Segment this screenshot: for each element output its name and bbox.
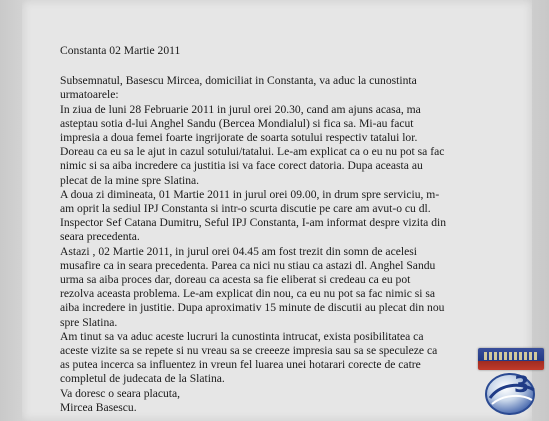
logo-digit: 3 (514, 373, 530, 398)
letter-line: aceste vizite sa se repete si nu vreau sa se creeeze impresia sau sa se speculeze ca (60, 344, 438, 358)
letter-line: urmatoarele: (60, 88, 119, 102)
letter-line: Inspector Sef Catana Dumitru, Seful IPJ Constanta, I-am informat despre vizita din (60, 216, 447, 230)
letter-line: Mircea Basescu. (60, 400, 137, 414)
letter-line: completul de judecata de la Slatina. (60, 372, 225, 386)
letter-line: asteptau sotia d-lui Anghel Sandu (Bercea Mondialul) si fica sa. Mi-au facut (60, 116, 414, 130)
letter-line: In ziua de luni 28 Februarie 2011 in jurul orei 20.30, cand am ajuns acasa, ma (60, 102, 421, 116)
letter-line: plecat de la mine spre Slatina. (60, 173, 200, 187)
letter-line: Am tinut sa va aduc aceste lucruri la cunostinta intrucat, exista posibilitatea ca (60, 329, 424, 343)
letter-line: Doreau ca eu sa le ajut in cazul sotului/tatalui. Le-am explicat ca o eu nu pot sa fac (60, 145, 445, 159)
letter-line: musafire ca in seara precedenta. Parea ca nici nu stiau ca astazi dl. Anghel Sandu (60, 258, 436, 272)
letter-line: aiba incredere in justitie. Dupa aproximativ 15 minute de discutii au plecat din nou (60, 301, 445, 315)
letter-line: Va doresc o seara placuta, (60, 386, 181, 400)
globe-icon (484, 368, 540, 416)
letter-line: seara precedenta. (60, 230, 140, 244)
letter-line: rezolva aceasta problema. Le-am explicat din nou, ca eu nu pot sa fac nimic si sa (60, 287, 436, 301)
date-line: Constanta 02 Martie 2011 (60, 44, 181, 57)
b1-tv-logo-icon (478, 348, 544, 418)
letter-line: Astazi , 02 Martie 2011, in jurul orei 04.45 am fost trezit din somn de acelesi (60, 244, 417, 258)
letter-line: impresia a doua femei foarte ingrijorate de soarta sotului respectiv tatalui lor. (60, 131, 418, 145)
letter-line: am oprit la sediul IPJ Constanta si intr-o scurta discutie pe care am avut-o cu dl. (60, 202, 431, 216)
letter-line: urma sa aiba proces dar, doreau ca acesta sa fie eliberat si credeau ca eu pot (60, 273, 411, 287)
letter-line: as putea incerca sa influentez in vreun fel luarea unei hotarari corecte de catre (60, 358, 421, 372)
letter-line: A doua zi dimineata, 01 Martie 2011 in jurul orei 09.00, in drum spre serviciu, m- (60, 187, 440, 201)
letter-line: nimic si sa aiba incredere ca justitia isi va face corect datoria. Dupa aceasta au (60, 159, 423, 173)
letter-body (60, 74, 492, 415)
letter-text (60, 44, 492, 415)
letter-line: Subsemnatul, Basescu Mircea, domiciliat in Constanta, va aduc la cunostinta (60, 74, 417, 88)
logo-banner (478, 348, 544, 370)
letter-line: spre Slatina. (60, 315, 118, 329)
